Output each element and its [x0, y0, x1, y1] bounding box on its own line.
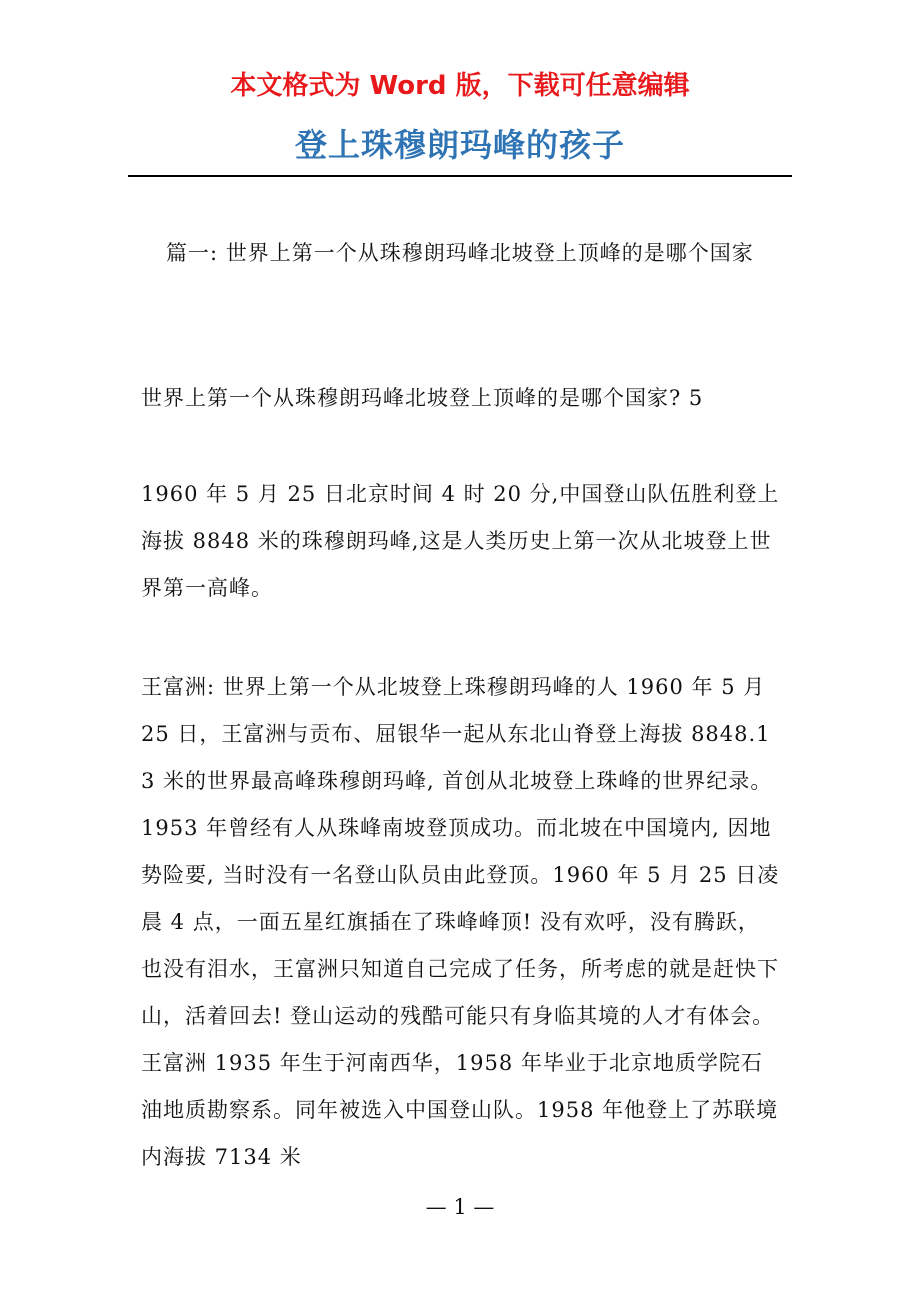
paragraph-question: 世界上第一个从珠穆朗玛峰北坡登上顶峰的是哪个国家? 5	[141, 386, 704, 410]
paragraph-1960-summit: 1960 年 5 月 25 日北京时间 4 时 20 分,中国登山队伍胜利登上海拔 8848 米的珠穆朗玛峰,这是人类历史上第一次从北坡登上世界第一高峰。	[141, 482, 780, 600]
page-number: — 1 —	[425, 1195, 495, 1219]
document-title: 登上珠穆朗玛峰的孩子	[294, 126, 625, 164]
title-divider	[128, 175, 792, 177]
paragraph-wang-fuzhou: 王富洲: 世界上第一个从北坡登上珠穆朗玛峰的人 1960 年 5 月 25 日，王富洲与贡布、屈银华一起从东北山脊登上海拔 8848.13 米的世界最高峰珠穆朗玛峰, 首创从北坡登上珠峰的世界纪录。 1953 年曾经有人从珠峰南坡登顶成功。而北坡在中国境内, 因地势险要, 当时没有一名登山队员由此登顶。1960 年 5 月 25 日凌晨 4 点，一面五星红旗插在了珠峰峰顶! 没有欢呼，没有腾跃，也没有泪水，王富洲只知道自己完成了任务，所考虑的就是赶快下山，活着回去! 登山运动的残酷可能只有身临其境的人才有体会。 王富洲 1935 年生于河南西华，1958 年毕业于北京地质学院石油地质勘察系。同年被选入中国登山队。1958 年他登上了苏联境内海拔 7134 米	[141, 675, 780, 1169]
format-notice-banner: 本文格式为 Word 版，下载可任意编辑	[230, 71, 690, 101]
paragraph-heading: 篇一: 世界上第一个从珠穆朗玛峰北坡登上顶峰的是哪个国家	[166, 241, 754, 265]
